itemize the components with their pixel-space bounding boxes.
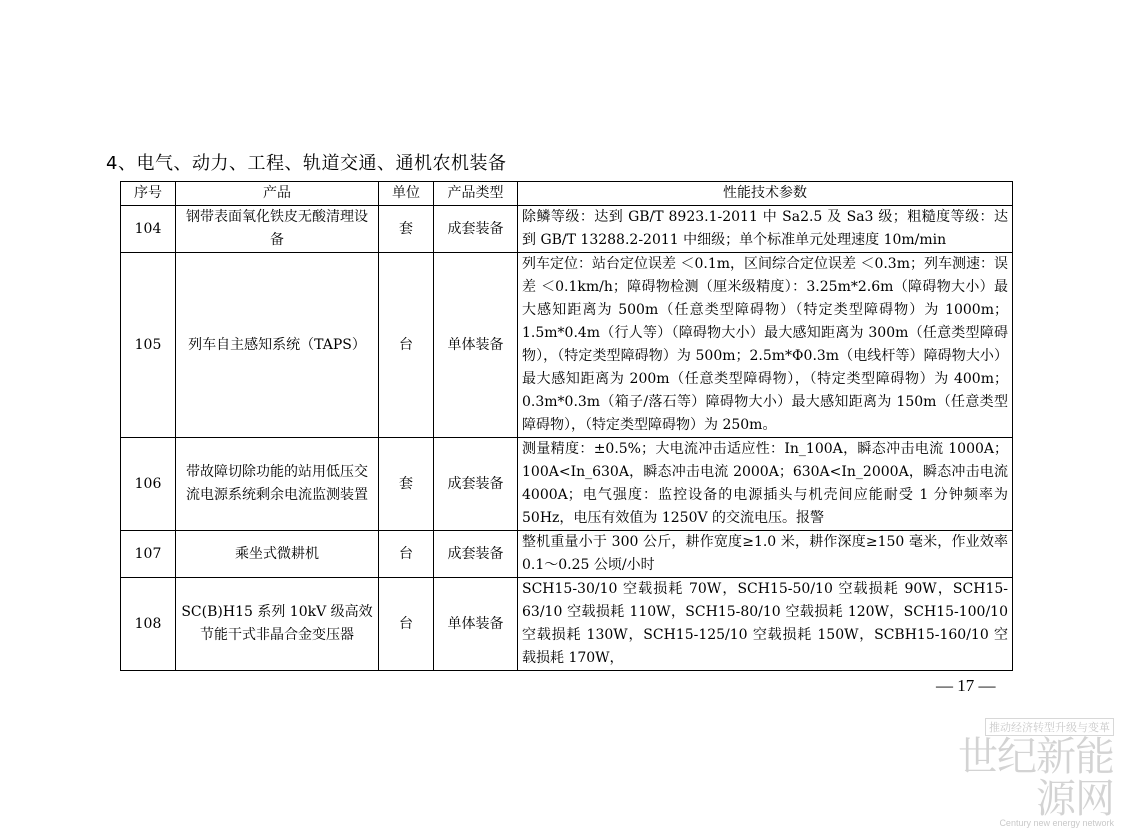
row-product: SC(B)H15 系列 10kV 级高效节能干式非晶合金变压器 (176, 578, 379, 671)
row-unit: 台 (379, 578, 434, 671)
row-unit: 套 (379, 438, 434, 531)
table-row (121, 438, 1013, 531)
table-row (121, 206, 1013, 253)
row-type: 单体装备 (434, 253, 518, 438)
row-params: 除鳞等级：达到 GB/T 8923.1-2011 中 Sa2.5 及 Sa3 级；粗糙度等级：达到 GB/T 13288.2-2011 中细级；单个标准单元处理速度 10m/min (518, 206, 1013, 253)
row-params: 整机重量小于 300 公斤，耕作宽度≥1.0 米，耕作深度≥150 毫米，作业效率 0.1～0.25 公顷/小时 (518, 531, 1013, 578)
row-unit: 套 (379, 206, 434, 253)
table-header-row (121, 182, 1013, 206)
row-unit: 台 (379, 253, 434, 438)
table-row (121, 578, 1013, 671)
row-type: 成套装备 (434, 206, 518, 253)
header-params: 性能技术参数 (518, 182, 1013, 206)
row-type: 成套装备 (434, 438, 518, 531)
row-no: 107 (121, 531, 176, 578)
watermark-title: 世纪新能源网 (958, 734, 1114, 822)
header-product: 产品 (176, 182, 379, 206)
row-params: 测量精度：±0.5%；大电流冲击适应性：In_100A，瞬态冲击电流 1000A；100A<In_630A，瞬态冲击电流 2000A；630A<In_2000A，瞬态冲击电流 4000A；电气强度：监控设备的电源插头与机壳间应能耐受 1 分钟频率为 50Hz，电压有效值为 1250V 的交流电压。报警 (518, 438, 1013, 531)
watermark-logo (934, 716, 1114, 828)
row-product: 钢带表面氧化铁皮无酸清理设备 (176, 206, 379, 253)
equipment-table (120, 181, 1013, 671)
row-product: 列车自主感知系统（TAPS） (176, 253, 379, 438)
watermark-subtitle: Century new energy network (999, 818, 1114, 828)
row-no: 106 (121, 438, 176, 531)
table-row (121, 253, 1013, 438)
row-product: 乘坐式微耕机 (176, 531, 379, 578)
header-no: 序号 (121, 182, 176, 206)
row-type: 成套装备 (434, 531, 518, 578)
row-params: 列车定位：站台定位误差 ＜0.1m，区间综合定位误差 ＜0.3m；列车测速：误差 ＜0.1km/h；障碍物检测（厘米级精度）：3.25m*2.6m（障碍物大小）最大感知距离为 500m（任意类型障碍物）（特定类型障碍物）为 1000m；1.5m*0.4m（行人等）（障碍物大小）最大感知距离为 300m（任意类型障碍物），（特定类型障碍物）为 500m；2.5m*Φ0.3m（电线杆等）障碍物大小）最大感知距离为 200m（任意类型障碍物），（特定类型障碍物）为 400m；0.3m*0.3m（箱子/落石等）障碍物大小）最大感知距离为 150m（任意类型障碍物），（特定类型障碍物）为 250m。 (518, 253, 1013, 438)
row-no: 108 (121, 578, 176, 671)
row-no: 105 (121, 253, 176, 438)
row-params: SCH15-30/10 空载损耗 70W，SCH15-50/10 空载损耗 90W，SCH15-63/10 空载损耗 110W，SCH15-80/10 空载损耗 120W，SCH15-100/10 空载损耗 130W，SCH15-125/10 空载损耗 150W，SCBH15-160/10 空载损耗 170W， (518, 578, 1013, 671)
row-product: 带故障切除功能的站用低压交流电源系统剩余电流监测装置 (176, 438, 379, 531)
row-type: 单体装备 (434, 578, 518, 671)
table-row (121, 531, 1013, 578)
row-no: 104 (121, 206, 176, 253)
page-number: — 17 — (936, 676, 996, 695)
header-unit: 单位 (379, 182, 434, 206)
row-unit: 台 (379, 531, 434, 578)
section-title: 4、电气、动力、工程、轨道交通、通机农机装备 (106, 153, 507, 174)
watermark-slogan: 推动经济转型升级与变革 (985, 718, 1114, 736)
header-type: 产品类型 (434, 182, 518, 206)
